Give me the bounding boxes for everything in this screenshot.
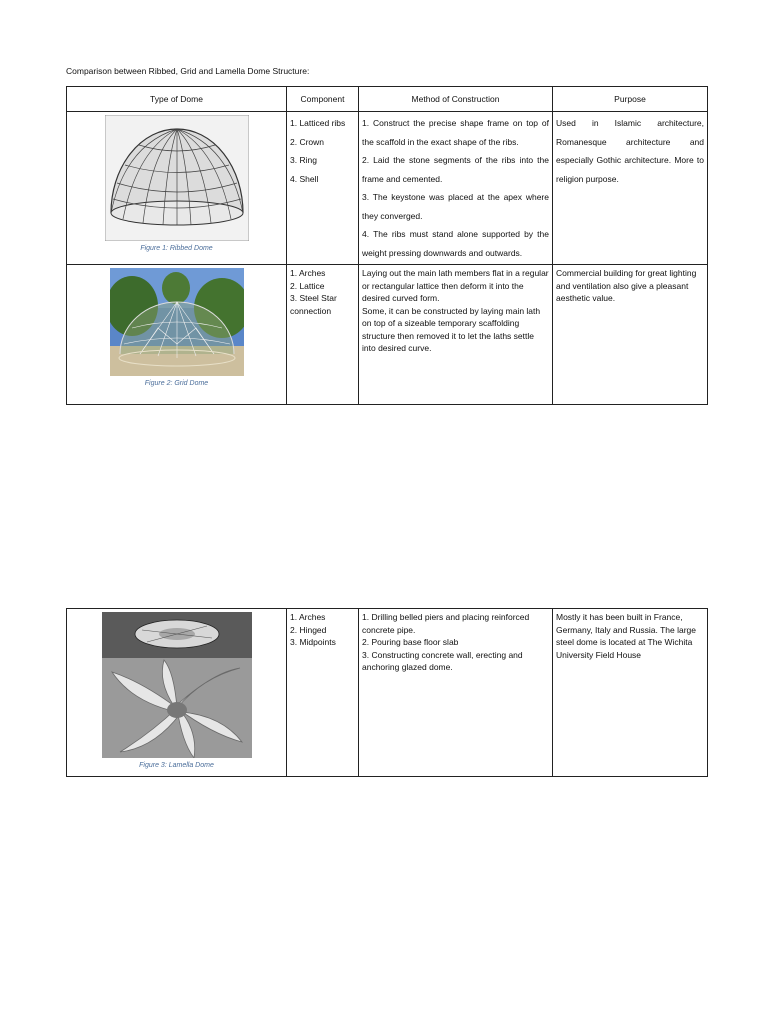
method-cell [359,265,553,405]
method-cell [359,112,553,265]
method-cell [359,609,553,777]
grid-dome-figure-cell [67,265,287,405]
component-item: 1. Arches [290,612,326,622]
figure-caption: Figure 3: Lamella Dome [139,762,214,769]
component-item: 3. Ring [290,155,317,165]
component-item: 2. Crown [290,136,325,147]
method-step: 3. Constructing concrete wall, erecting and anchoring glazed dome. [362,649,523,672]
table-row [67,609,708,777]
component-cell [287,265,359,405]
figure-caption: Figure 1: Ribbed Dome [140,245,213,252]
method-step: Laying out the main lath members flat in a regular or rectangular lattice then deform it into the desired curved form. [362,268,549,303]
component-cell [287,609,359,777]
ribbed-dome-image [105,115,249,241]
header-type-of-dome: Type of Dome [67,87,287,112]
purpose-cell: Mostly it has been built in France, Germany, Italy and Russia. The large steel dome is located at The Wichita University Field House [553,609,708,777]
component-item: 1. Arches [290,268,326,278]
table-header-row [67,87,708,112]
method-step: 1. Construct the precise shape frame on top of the scaffold in the exact shape of the ribs. [362,118,549,147]
table-row [67,112,708,265]
component-cell [287,112,359,265]
method-step: Some, it can be constructed by laying main lath on top of a sizeable temporary scaffolding structure then removed it to let the laths settle into desired curve. [362,305,541,353]
page-heading: Comparison between Ribbed, Grid and Lamella Dome Structure: [66,66,310,76]
method-step: 1. Drilling belled piers and placing reinforced concrete pipe. [362,612,530,635]
method-step: 2. Laid the stone segments of the ribs into the frame and cemented. [362,155,549,184]
purpose-cell: Used in Islamic architecture, Romanesque architecture and especially Gothic architecture. More to religion purpose. [553,112,708,265]
table-row [67,265,708,405]
component-item: 3. Midpoints [290,637,336,647]
method-step: 2. Pouring base floor slab [362,637,459,647]
component-item: 4. Shell [290,173,319,184]
ribbed-dome-figure-cell [67,112,287,265]
component-item: 1. Latticed ribs [290,118,346,128]
component-item: 2. Lattice [290,280,325,291]
component-item: 3. Steel Star connection [290,293,337,316]
method-step: 3. The keystone was placed at the apex where they converged. [362,192,549,221]
header-component: Component [287,87,359,112]
lamella-dome-figure-cell [67,609,287,777]
header-purpose: Purpose [553,87,708,112]
lamella-dome-image [102,612,252,758]
figure-caption: Figure 2: Grid Dome [144,380,209,387]
comparison-table [66,86,708,405]
lamella-table [66,608,708,777]
component-item: 2. Hinged [290,624,327,635]
grid-dome-image [110,268,244,376]
header-method: Method of Construction [359,87,553,112]
purpose-cell: Commercial building for great lighting and ventilation also give a pleasant aesthetic value. [553,265,708,405]
method-step: 4. The ribs must stand alone supported by the weight pressing downwards and outwards. [362,229,549,258]
